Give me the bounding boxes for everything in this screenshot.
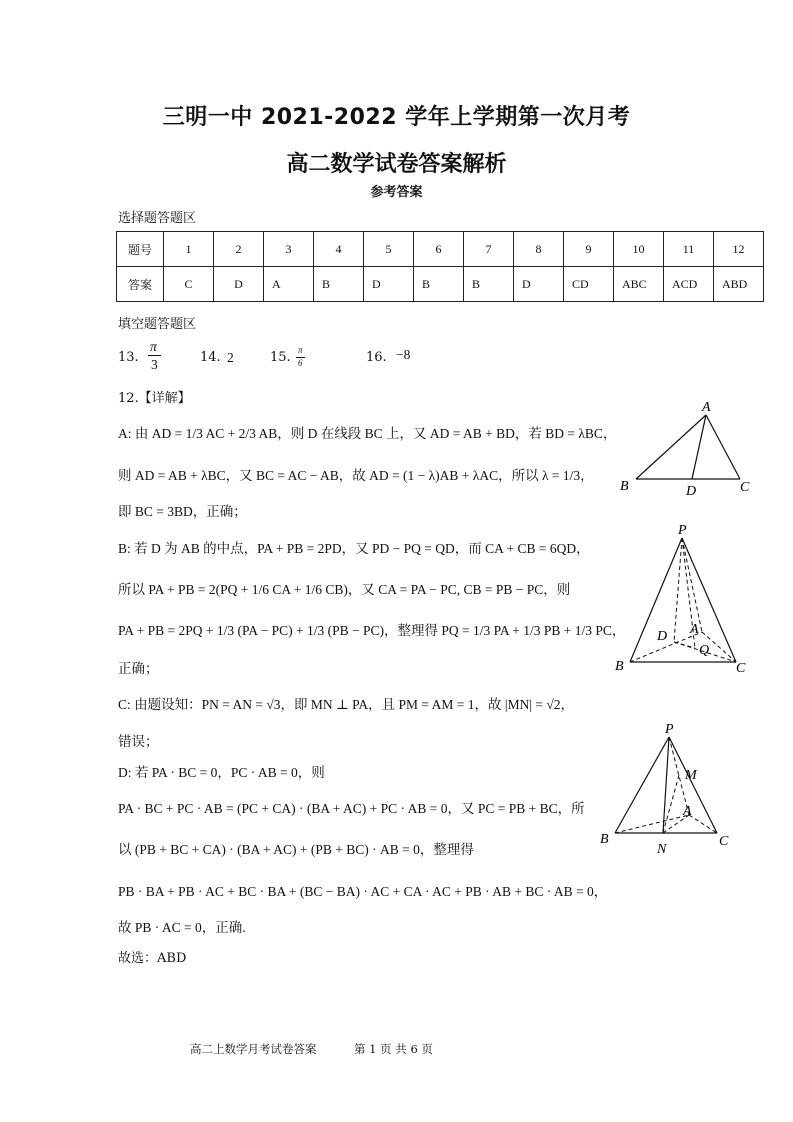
point-label: A bbox=[683, 804, 692, 819]
solution-line: 则 AD = AB + λBC，又 BC = AC − AB，故 AD = (1 − λ)AB + λAC，所以 λ = 1/3， bbox=[118, 468, 594, 483]
answer-cell: B bbox=[314, 267, 364, 302]
question-cell: 9 bbox=[564, 232, 614, 267]
fill-ans: −8 bbox=[396, 347, 411, 362]
solution-line: C: 由题设知：PN = AN = √3，即 MN ⊥ PA，且 PM = AM = 1，故 |MN| = √2， bbox=[118, 697, 575, 712]
question-cell: 10 bbox=[614, 232, 664, 267]
solution-line: PA + PB = 2PQ + 1/3 (PA − PC) + 1/3 (PB − PC)，整理得 PQ = 1/3 PA + 1/3 PB + 1/3 PC， bbox=[118, 623, 626, 638]
page-number: 第 1 页 共 6 页 bbox=[354, 1042, 433, 1056]
reference-answer-heading: 参考答案 bbox=[370, 185, 423, 200]
fill-item-num: 15. bbox=[270, 350, 291, 365]
mc-section-label: 选择题答题区 bbox=[118, 211, 197, 226]
point-label: P bbox=[665, 722, 674, 737]
fill-item-num: 14. bbox=[200, 350, 221, 365]
question-cell: 12 bbox=[714, 232, 764, 267]
fill-item-num: 13. bbox=[118, 350, 139, 365]
answer-cell: C bbox=[164, 267, 214, 302]
solution-line: D: 若 PA · BC = 0，PC · AB = 0，则 bbox=[118, 765, 325, 780]
point-label: B bbox=[600, 832, 609, 847]
row-header-question: 题号 bbox=[117, 232, 164, 267]
answer-cell: D bbox=[514, 267, 564, 302]
point-label: N bbox=[657, 842, 667, 857]
point-label: M bbox=[685, 768, 697, 783]
solution-heading: 12.【详解】 bbox=[118, 391, 191, 406]
answer-cell: D bbox=[364, 267, 414, 302]
question-number-row bbox=[117, 232, 764, 267]
fill-section-label: 填空题答题区 bbox=[118, 317, 197, 332]
answer-cell: A bbox=[264, 267, 314, 302]
question-cell: 5 bbox=[364, 232, 414, 267]
solution-line: A: 由 AD = 1/3 AC + 2/3 AB，则 D 在线段 BC 上，又 AD = AB + BD，若 BD = λBC， bbox=[118, 426, 617, 441]
point-label: B bbox=[615, 659, 624, 674]
figure-tetrahedron-mn bbox=[595, 715, 745, 860]
point-label: A bbox=[690, 622, 699, 637]
footer-title: 高二上数学月考试卷答案 bbox=[190, 1042, 317, 1056]
point-label: A bbox=[702, 400, 711, 415]
question-cell: 1 bbox=[164, 232, 214, 267]
solution-line: 错误； bbox=[118, 734, 159, 749]
solution-line: 正确； bbox=[118, 661, 159, 676]
question-cell: 3 bbox=[264, 232, 314, 267]
answer-cell: D bbox=[214, 267, 264, 302]
answer-cell: B bbox=[464, 267, 514, 302]
point-label: C bbox=[719, 834, 729, 849]
solution-line: 故 PB · AC = 0，正确. bbox=[118, 920, 246, 935]
solution-line: PB · BA + PB · AC + BC · BA + (BC − BA) · AC + CA · AC + PB · AB + BC · AB = 0， bbox=[118, 884, 608, 899]
answer-cell: B bbox=[414, 267, 464, 302]
question-cell: 6 bbox=[414, 232, 464, 267]
answer-cell: ABC bbox=[614, 267, 664, 302]
solution-line: 所以 PA + PB = 2(PQ + 1/6 CA + 1/6 CB)，又 CA = PA − PC, CB = PB − PC，则 bbox=[118, 582, 571, 597]
final-answer: 故选：ABD bbox=[118, 951, 187, 966]
point-label: C bbox=[740, 480, 750, 495]
document-title: 三明一中 2021-2022 学年上学期第一次月考 bbox=[162, 105, 631, 130]
point-label: B bbox=[620, 479, 629, 494]
fill-item-num: 16. bbox=[366, 350, 387, 365]
fill-ans-numerator: π bbox=[298, 345, 303, 355]
fraction-bar bbox=[148, 355, 161, 356]
document-subtitle: 高二数学试卷答案解析 bbox=[286, 152, 507, 177]
answer-cell: CD bbox=[564, 267, 614, 302]
point-label: P bbox=[678, 523, 687, 538]
solution-line: B: 若 D 为 AB 的中点，PA + PB = 2PD，又 PD − PQ = QD，而 CA + CB = 6QD， bbox=[118, 541, 590, 556]
answer-cell: ACD bbox=[664, 267, 714, 302]
answer-table bbox=[116, 231, 764, 302]
answer-row bbox=[117, 267, 764, 302]
question-cell: 11 bbox=[664, 232, 714, 267]
question-cell: 2 bbox=[214, 232, 264, 267]
question-cell: 8 bbox=[514, 232, 564, 267]
solution-line: PA · BC + PC · AB = (PC + CA) · (BA + AC) + PC · AB = 0，又 PC = PB + BC，所 bbox=[118, 801, 585, 816]
fill-ans-numerator: π bbox=[150, 339, 157, 354]
point-label: D bbox=[657, 629, 668, 644]
fill-ans: 2 bbox=[227, 350, 234, 365]
point-label: Q bbox=[699, 643, 710, 658]
row-header-answer: 答案 bbox=[117, 267, 164, 302]
solution-line: 以 (PB + BC + CA) · (BA + AC) + (PB + BC) · AB = 0，整理得 bbox=[118, 842, 474, 857]
question-cell: 4 bbox=[314, 232, 364, 267]
figure-tetrahedron-pq bbox=[610, 520, 760, 680]
fill-ans-denominator: 6 bbox=[298, 358, 303, 368]
answer-cell: ABD bbox=[714, 267, 764, 302]
fill-ans-denominator: 3 bbox=[151, 357, 158, 372]
point-label: C bbox=[736, 661, 746, 676]
fill-answers bbox=[0, 339, 793, 377]
figure-triangle-abd bbox=[610, 395, 760, 500]
point-label: D bbox=[686, 484, 697, 499]
question-cell: 7 bbox=[464, 232, 514, 267]
solution-line: 即 BC = 3BD，正确； bbox=[118, 504, 247, 519]
